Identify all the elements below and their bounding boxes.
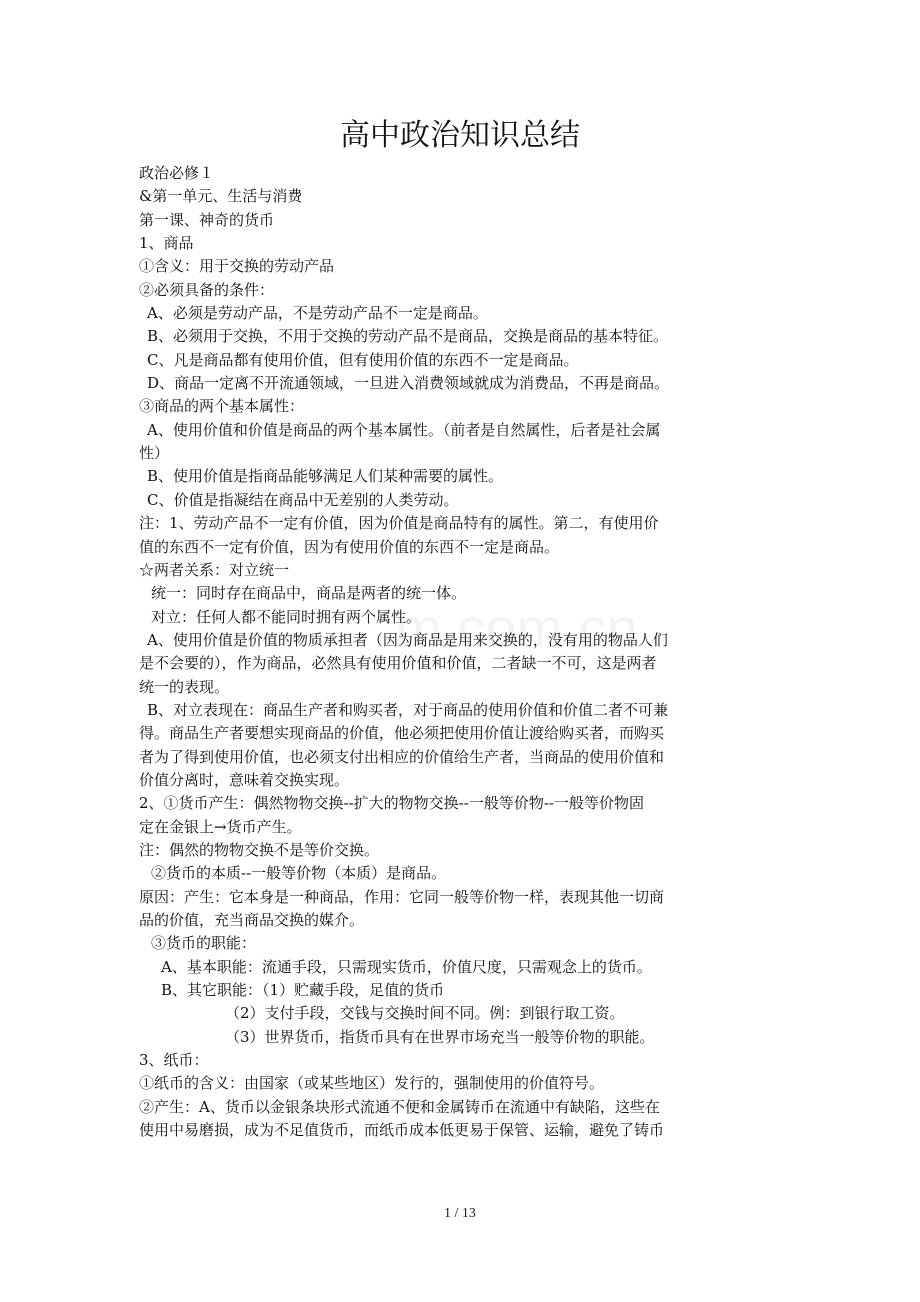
text-line: （2）支付手段，交钱与交换时间不同。例：到银行取工资。: [225, 1004, 625, 1023]
text-line: （3）世界货币，指货币具有在世界市场充当一般等价物的职能。: [225, 1027, 655, 1046]
text-line: 1、商品: [139, 234, 194, 253]
text-line: 政治必修１: [139, 164, 215, 182]
text-line: 注：1、劳动产品不一定有价值，因为价值是商品特有的属性。第二，有使用价: [139, 514, 659, 533]
text-line: 统一：同时存在商品中，商品是两者的统一体。: [151, 584, 467, 603]
text-line: 使用中易磨损，成为不足值货币，而纸币成本低更易于保管、运输，避免了铸币: [139, 1121, 665, 1140]
text-line: &第一单元、生活与消费: [139, 187, 303, 206]
text-line: 2、①货币产生：偶然物物交换--扩大的物物交换--一般等价物--一般等价物固: [139, 794, 644, 813]
text-line: 原因：产生：它本身是一种商品，作用：它同一般等价物一样，表现其他一切商: [139, 887, 665, 906]
text-line: ③货币的职能：: [151, 934, 257, 953]
text-line: ②必须具备的条件：: [139, 280, 275, 299]
text-line: ①含义：用于交换的劳动产品: [139, 257, 335, 276]
text-line: A、基本职能：流通手段，只需现实货币，价值尺度，只需观念上的货币。: [161, 957, 652, 976]
text-line: 性）: [139, 444, 170, 463]
document-title: 高中政治知识总结: [340, 118, 580, 153]
text-line: ③商品的两个基本属性：: [139, 397, 305, 416]
text-line: ②产生：A、货币以金银条块形式流通不便和金属铸币在流通中有缺陷，这些在: [139, 1097, 660, 1116]
text-line: A、使用价值和价值是商品的两个基本属性。（前者是自然属性，后者是社会属: [147, 420, 661, 439]
text-line: 统一的表现。: [139, 677, 230, 696]
text-line: D、商品一定离不开流通领域，一旦进入消费领域就成为消费品，不再是商品。: [147, 374, 670, 393]
page-number: 1 / 13: [444, 1206, 476, 1221]
text-line: A、必须是劳动产品，不是劳动产品不一定是商品。: [147, 304, 488, 323]
text-line: B、必须用于交换，不用于交换的劳动产品不是商品，交换是商品的基本特征。: [147, 327, 669, 346]
document-body: [139, 162, 784, 1142]
text-line: B、对立表现在：商品生产者和购买者，对于商品的使用价值和价值二者不可兼: [147, 700, 669, 719]
text-line: ①纸币的含义：由国家（或某些地区）发行的，强制使用的价值符号。: [139, 1074, 605, 1093]
text-line: B、使用价值是指商品能够满足人们某种需要的属性。: [147, 467, 504, 486]
text-line: 定在金银上→货币产生。: [139, 817, 302, 836]
text-line: C、价值是指凝结在商品中无差别的人类劳动。: [147, 490, 459, 509]
text-line: 者为了得到使用价值，也必须支付出相应的价值给生产者，当商品的使用价值和: [139, 747, 665, 766]
text-line: ☆两者关系：对立统一: [139, 560, 290, 579]
text-line: B、其它职能：（1）贮藏手段，足值的货币: [161, 981, 445, 1000]
text-line: 价值分离时，意味着交换实现。: [139, 770, 350, 789]
text-line: 品的价值，充当商品交换的媒介。: [139, 911, 365, 929]
text-line: 注：偶然的物物交换不是等价交换。: [139, 840, 380, 859]
text-line: 是不会要的），作为商品，必然具有使用价值和价值，二者缺一不可，这是两者: [139, 654, 657, 673]
text-line: 值的东西不一定有价值，因为有使用价值的东西不一定是商品。: [139, 537, 560, 556]
text-line: A、使用价值是价值的物质承担者（因为商品是用来交换的，没有用的物品人们: [147, 630, 668, 649]
text-line: 对立：任何人都不能同时拥有两个属性。: [151, 607, 422, 626]
text-line: 3、纸币：: [139, 1051, 209, 1070]
text-line: 第一课、神奇的货币: [139, 210, 275, 229]
text-line: C、凡是商品都有使用价值，但有使用价值的东西不一定是商品。: [147, 350, 579, 369]
text-line: 得。商品生产者要想实现商品的价值，他必须把使用价值让渡给购买者，而购买: [139, 724, 665, 743]
text-line: ②货币的本质--一般等价物（本质）是商品。: [151, 864, 447, 883]
